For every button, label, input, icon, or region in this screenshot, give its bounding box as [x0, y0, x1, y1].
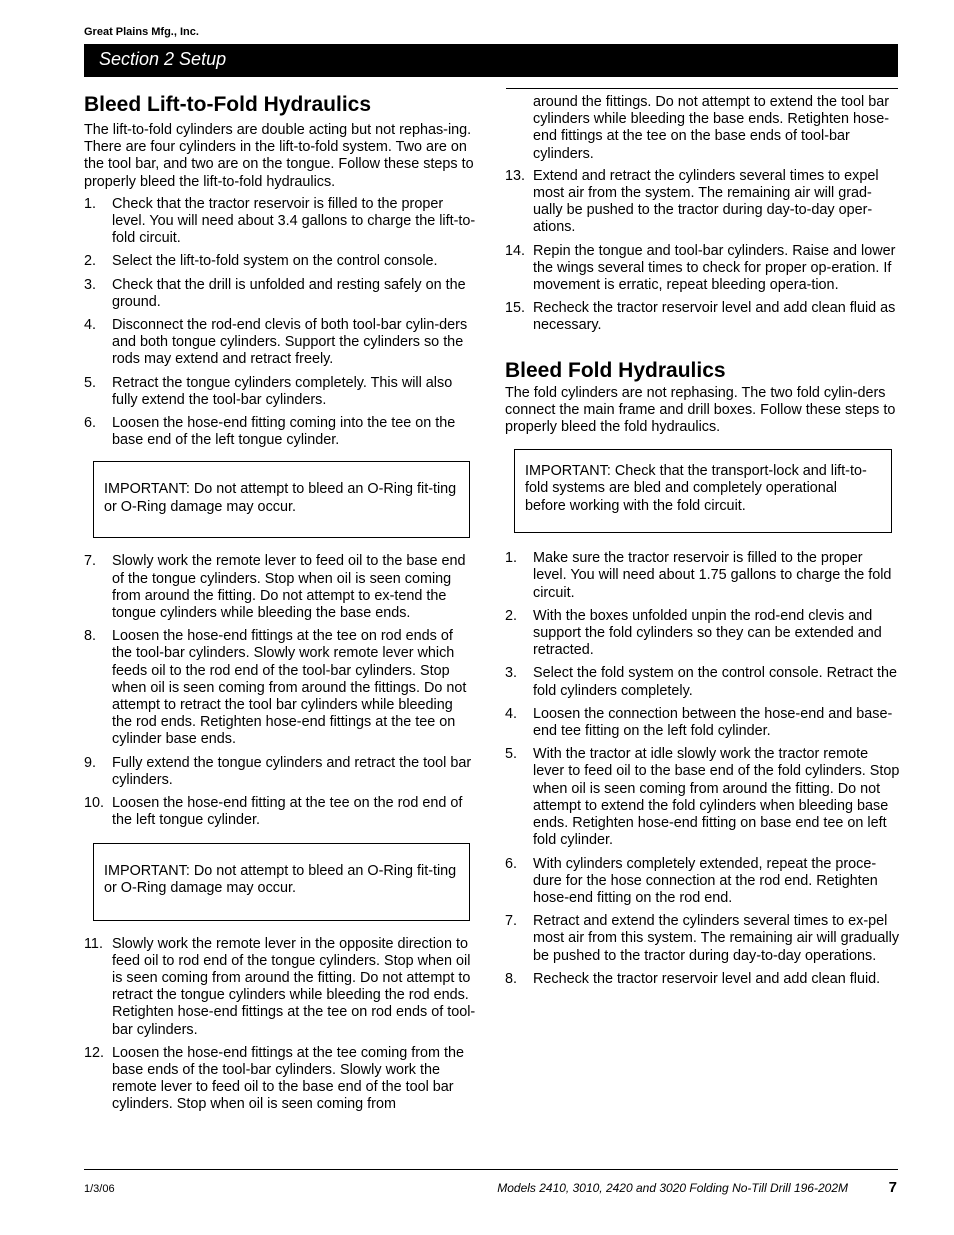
footer-rule	[84, 1169, 898, 1170]
step-text: Select the fold system on the control console. Retract the fold cylinders completely.	[533, 665, 897, 699]
step-text: Loosen the hose-end fittings at the tee on rod ends of the tool-bar cylinders. Slowly work remote lever which feeds oil to the rod end of the tool-bar cylinders. Stop when oil is seen coming from around the fittings. Do not attempt to retract the tool bar cylinders while bleeding the rod ends. Retighten hose-end fittings at the tee on cylinder base ends.	[112, 628, 467, 748]
step-number: 2.	[84, 253, 97, 270]
lift-to-fold-steps-1-6	[84, 196, 476, 450]
fold-steps-1-8	[505, 550, 900, 988]
step-number: 7.	[84, 553, 97, 570]
list-item	[505, 746, 900, 849]
step-number: 4.	[84, 317, 97, 334]
fold-hydraulics-intro: The fold cylinders are not rephasing. The two fold cylin-ders connect the main frame and drill boxes. Follow these steps to properly bleed the fold hydraulics.	[505, 384, 896, 436]
step-number: 7.	[505, 913, 518, 930]
list-item	[84, 253, 476, 270]
step-12-continuation: around the fittings. Do not attempt to extend the tool bar cylinders while bleeding the base ends. Retighten hose-end fittings at the tee on the base ends of tool-bar cylinders.	[533, 94, 889, 162]
list-item	[84, 277, 476, 311]
column-top-rule	[506, 88, 898, 89]
step-text: Disconnect the rod-end clevis of both tool-bar cylin-ders and both tongue cylinders. Support the cylinders so the rods may extend and retract freely.	[112, 317, 468, 368]
section-title: Section 2 Setup	[99, 49, 227, 69]
list-item	[505, 608, 900, 660]
step-text: Slowly work the remote lever in the opposite direction to feed oil to rod end of the tongue cylinders. Stop when oil is seen coming from around the fitting. Do not attempt to retract the tongue cylinders while bleeding the rod ends. Retighten hose-end fittings at the tee on rod ends of tool-bar cylinders.	[112, 935, 476, 1038]
list-item	[84, 936, 476, 1039]
step-text: With the boxes unfolded unpin the rod-end clevis and support the fold cylinders so they can be extended and retracted.	[533, 607, 882, 659]
step-number: 4.	[505, 705, 518, 722]
step-number: 2.	[505, 607, 518, 624]
lift-to-fold-heading: Bleed Lift-to-Fold Hydraulics	[84, 93, 372, 116]
step-number: 9.	[84, 754, 97, 771]
page-number: 7	[888, 1179, 897, 1196]
list-item	[505, 168, 900, 237]
left-column	[84, 92, 476, 1120]
step-number: 10.	[84, 795, 105, 812]
section-header-bar	[84, 44, 898, 77]
step-text: Repin the tongue and tool-bar cylinders. Raise and lower the wings several times to check for proper op-eration. If movement is erratic, repeat bleeding opera-tion.	[533, 242, 896, 294]
step-text: Check that the drill is unfolded and resting safely on the ground.	[112, 276, 466, 310]
list-item	[505, 665, 900, 699]
lift-to-fold-steps-7-10	[84, 553, 476, 829]
important-note-text: IMPORTANT: Do not attempt to bleed an O-Ring fit-ting or O-Ring damage may occur.	[104, 862, 457, 896]
step-text: With cylinders completely extended, repeat the proce-dure for the hose connection at the rod end. Retighten hose-end fitting on the rod end.	[533, 855, 878, 906]
list-item	[505, 706, 900, 740]
step-text: Extend and retract the cylinders several times to expel most air from the system. The remaining air will grad-ually be pushed to the tractor during day-to-day oper-ations.	[533, 167, 879, 236]
list-item	[84, 628, 476, 748]
important-note-text: IMPORTANT: Do not attempt to bleed an O-Ring fit-ting or O-Ring damage may occur.	[104, 481, 457, 515]
important-note-text: IMPORTANT: Check that the transport-lock and lift-to-fold systems are bled and completely operational before working with the fold circuit.	[525, 463, 867, 514]
footer-model-info: Models 2410, 3010, 2420 and 3020 Folding No-Till Drill 196-202M	[497, 1181, 848, 1195]
step-number: 8.	[505, 970, 518, 987]
list-item	[505, 243, 900, 295]
list-item	[84, 755, 476, 789]
step-text: Retract the tongue cylinders completely. This will also fully extend the tool-bar cylinders.	[112, 374, 453, 408]
step-text: Loosen the hose-end fitting coming into the tee on the base end of the left tongue cylinder.	[112, 415, 456, 449]
list-item	[505, 913, 900, 965]
list-item	[84, 795, 476, 829]
step-text: Recheck the tractor reservoir level and add clean fluid as necessary.	[533, 300, 896, 334]
list-item	[84, 553, 476, 622]
step-number: 1.	[505, 550, 518, 567]
list-item	[505, 550, 900, 602]
step-text: Make sure the tractor reservoir is filled to the proper level. You will need about 1.75 gallons to charge the fold circuit.	[533, 550, 892, 601]
step-number: 3.	[505, 665, 518, 682]
important-note-oring-2	[93, 843, 470, 921]
step-number: 11.	[84, 935, 103, 952]
step-number: 14.	[505, 242, 526, 259]
lift-to-fold-steps-11-12	[84, 936, 476, 1114]
list-item	[505, 300, 900, 334]
step-text: Recheck the tractor reservoir level and add clean fluid.	[533, 970, 881, 987]
step-text: Fully extend the tongue cylinders and retract the tool bar cylinders.	[112, 754, 472, 788]
list-item	[84, 375, 476, 409]
list-item	[505, 856, 900, 908]
important-note-oring-1	[93, 461, 470, 538]
step-text: Select the lift-to-fold system on the control console.	[112, 253, 438, 270]
company-name: Great Plains Mfg., Inc.	[84, 26, 199, 38]
step-number: 15.	[505, 300, 526, 317]
step-text: Loosen the hose-end fitting at the tee on the rod end of the left tongue cylinder.	[112, 795, 463, 829]
list-item	[84, 415, 476, 449]
step-number: 5.	[505, 746, 518, 763]
list-item	[505, 971, 900, 988]
step-number: 13.	[505, 167, 526, 184]
step-number: 12.	[84, 1044, 105, 1061]
step-text: Loosen the connection between the hose-end and base-end tee fitting on the left fold cylinder.	[533, 705, 893, 740]
step-number: 6.	[84, 415, 97, 432]
step-number: 8.	[84, 628, 97, 645]
right-column	[505, 94, 900, 994]
step-number: 6.	[505, 855, 518, 872]
step-number: 3.	[84, 276, 97, 293]
list-item	[84, 1045, 476, 1114]
step-number: 1.	[84, 195, 97, 212]
lift-to-fold-intro: The lift-to-fold cylinders are double acting but not rephas-ing. There are four cylinders in the lift-to-fold system. Two are on the tool bar, and two are on the tongue. Follow these steps to properly bleed the lift-to-fold hydraulics.	[84, 122, 474, 190]
fold-hydraulics-heading: Bleed Fold Hydraulics	[505, 358, 726, 382]
step-text: Slowly work the remote lever to feed oil to the base end of the tongue cylinders. Stop when oil is seen coming from around the fitting. Do not attempt to ex-tend the tongue cylinders while bleeding the base ends.	[112, 553, 466, 622]
list-item	[84, 317, 476, 369]
step-text: With the tractor at idle slowly work the tractor remote lever to feed oil to the base end of the fold cylinders. Stop when oil is seen coming from around the fitting. Do not attempt to extend the fold cylinders when bleeding base ends. Retighten hose-end fitting on base end tee on left fold cylinder.	[533, 746, 900, 849]
list-item	[84, 196, 476, 248]
step-number: 5.	[84, 374, 97, 391]
important-note-transport-lock	[514, 449, 892, 533]
step-text: Retract and extend the cylinders several times to ex-pel most air from this system. The remaining air will gradually be pushed to the tractor during day-to-day operations.	[533, 913, 900, 964]
step-text: Loosen the hose-end fittings at the tee coming from the base ends of the tool-bar cylinders. Slowly work the remote lever to feed oil to the base end of the tool bar cylinders. Stop when oil is seen coming from	[112, 1044, 464, 1113]
footer-date: 1/3/06	[84, 1183, 115, 1195]
lift-to-fold-steps-13-15	[505, 168, 900, 335]
step-text: Check that the tractor reservoir is filled to the proper level. You will need about 3.4 gallons to charge the lift-to-fold circuit.	[112, 195, 476, 247]
